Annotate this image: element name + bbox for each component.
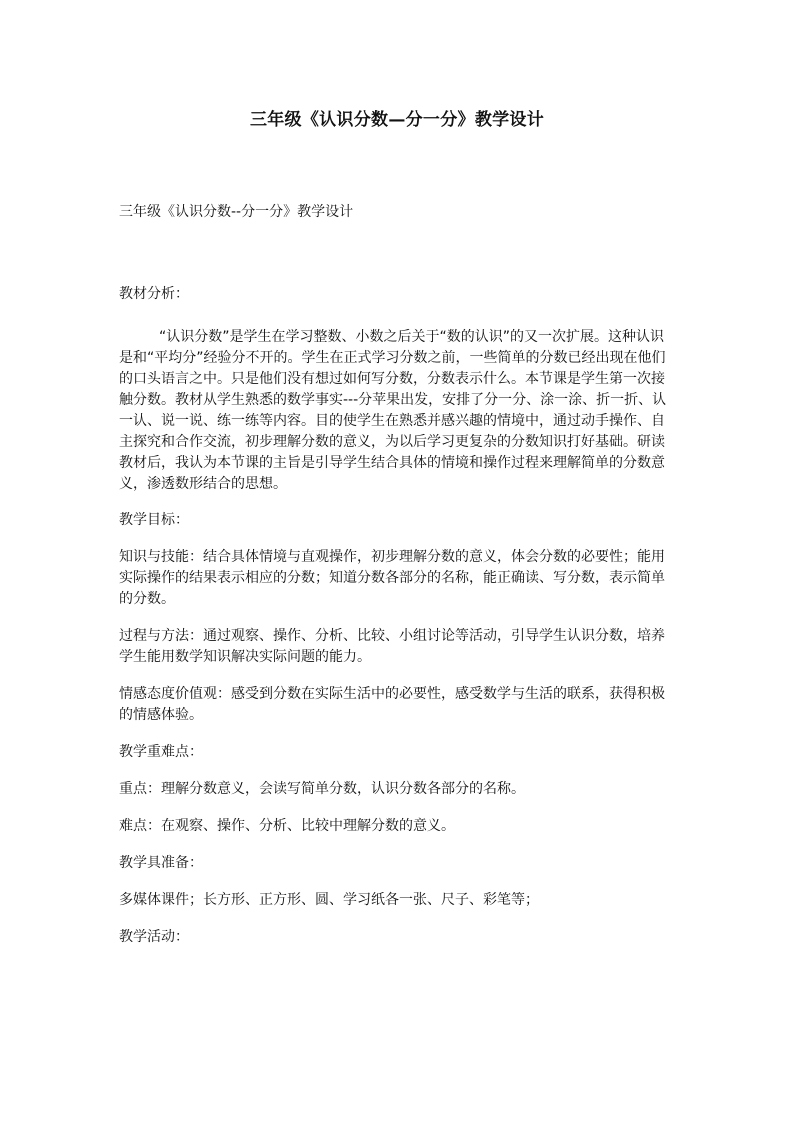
paragraph-material: “认识分数”是学生在学习整数、小数之后关于“数的认识”的又一次扩展。这种认识是和“平均分”经验分不开的。学生在正式学习分数之前，一些简单的分数已经出现在他们的口头语言之中。只是他们没有想过如何写分数，分数表示什么。本节课是学生第一次接触分数。教材从学生熟悉的数学事实---分苹果出发，安排了分一分、涂一涂、折一折、认一认、说一说、练一练等内容。目的使学生在熟悉并感兴趣的情境中，通过动手操作、自主探究和合作交流，初步理解分数的意义，为以后学习更复杂的分数知识打好基础。研读教材后，我认为本节课的主旨是引导学生结合具体的情境和操作过程来理解简单的分数意义，渗透数形结合的思想。: [119, 329, 667, 492]
document-subtitle: 三年级《认识分数--分一分》教学设计: [119, 204, 354, 220]
section-heading-goals: 教学目标：: [119, 512, 189, 528]
section-heading-activities: 教学活动：: [119, 929, 189, 945]
section-heading-material: 教材分析：: [119, 286, 189, 302]
document-title: 三年级《认识分数—分一分》教学设计: [249, 110, 545, 130]
section-heading-prep: 教学具准备：: [119, 855, 203, 871]
document-body: [119, 202, 671, 948]
paragraph-difficulty: 难点：在观察、操作、分析、比较中理解分数的意义。: [119, 818, 455, 834]
paragraph-keypoint: 重点：理解分数意义，会读写简单分数，认识分数各部分的名称。: [119, 781, 525, 797]
paragraph-goal-emotion: 情感态度价值观：感受到分数在实际生活中的必要性，感受数学与生活的联系，获得积极的情感体验。: [119, 686, 665, 723]
paragraph-prep: 多媒体课件；长方形、正方形、圆、学习纸各一张、尺子、彩笔等；: [119, 892, 539, 908]
paragraph-goal-process: 过程与方法：通过观察、操作、分析、比较、小组讨论等活动，引导学生认识分数，培养学生能用数学知识解决实际问题的能力。: [119, 628, 665, 665]
paragraph-goal-knowledge: 知识与技能：结合具体情境与直观操作，初步理解分数的意义，体会分数的必要性；能用实际操作的结果表示相应的分数；知道分数各部分的名称，能正确读、写分数，表示简单的分数。: [119, 549, 665, 607]
section-heading-keypoints: 教学重难点：: [119, 744, 203, 760]
